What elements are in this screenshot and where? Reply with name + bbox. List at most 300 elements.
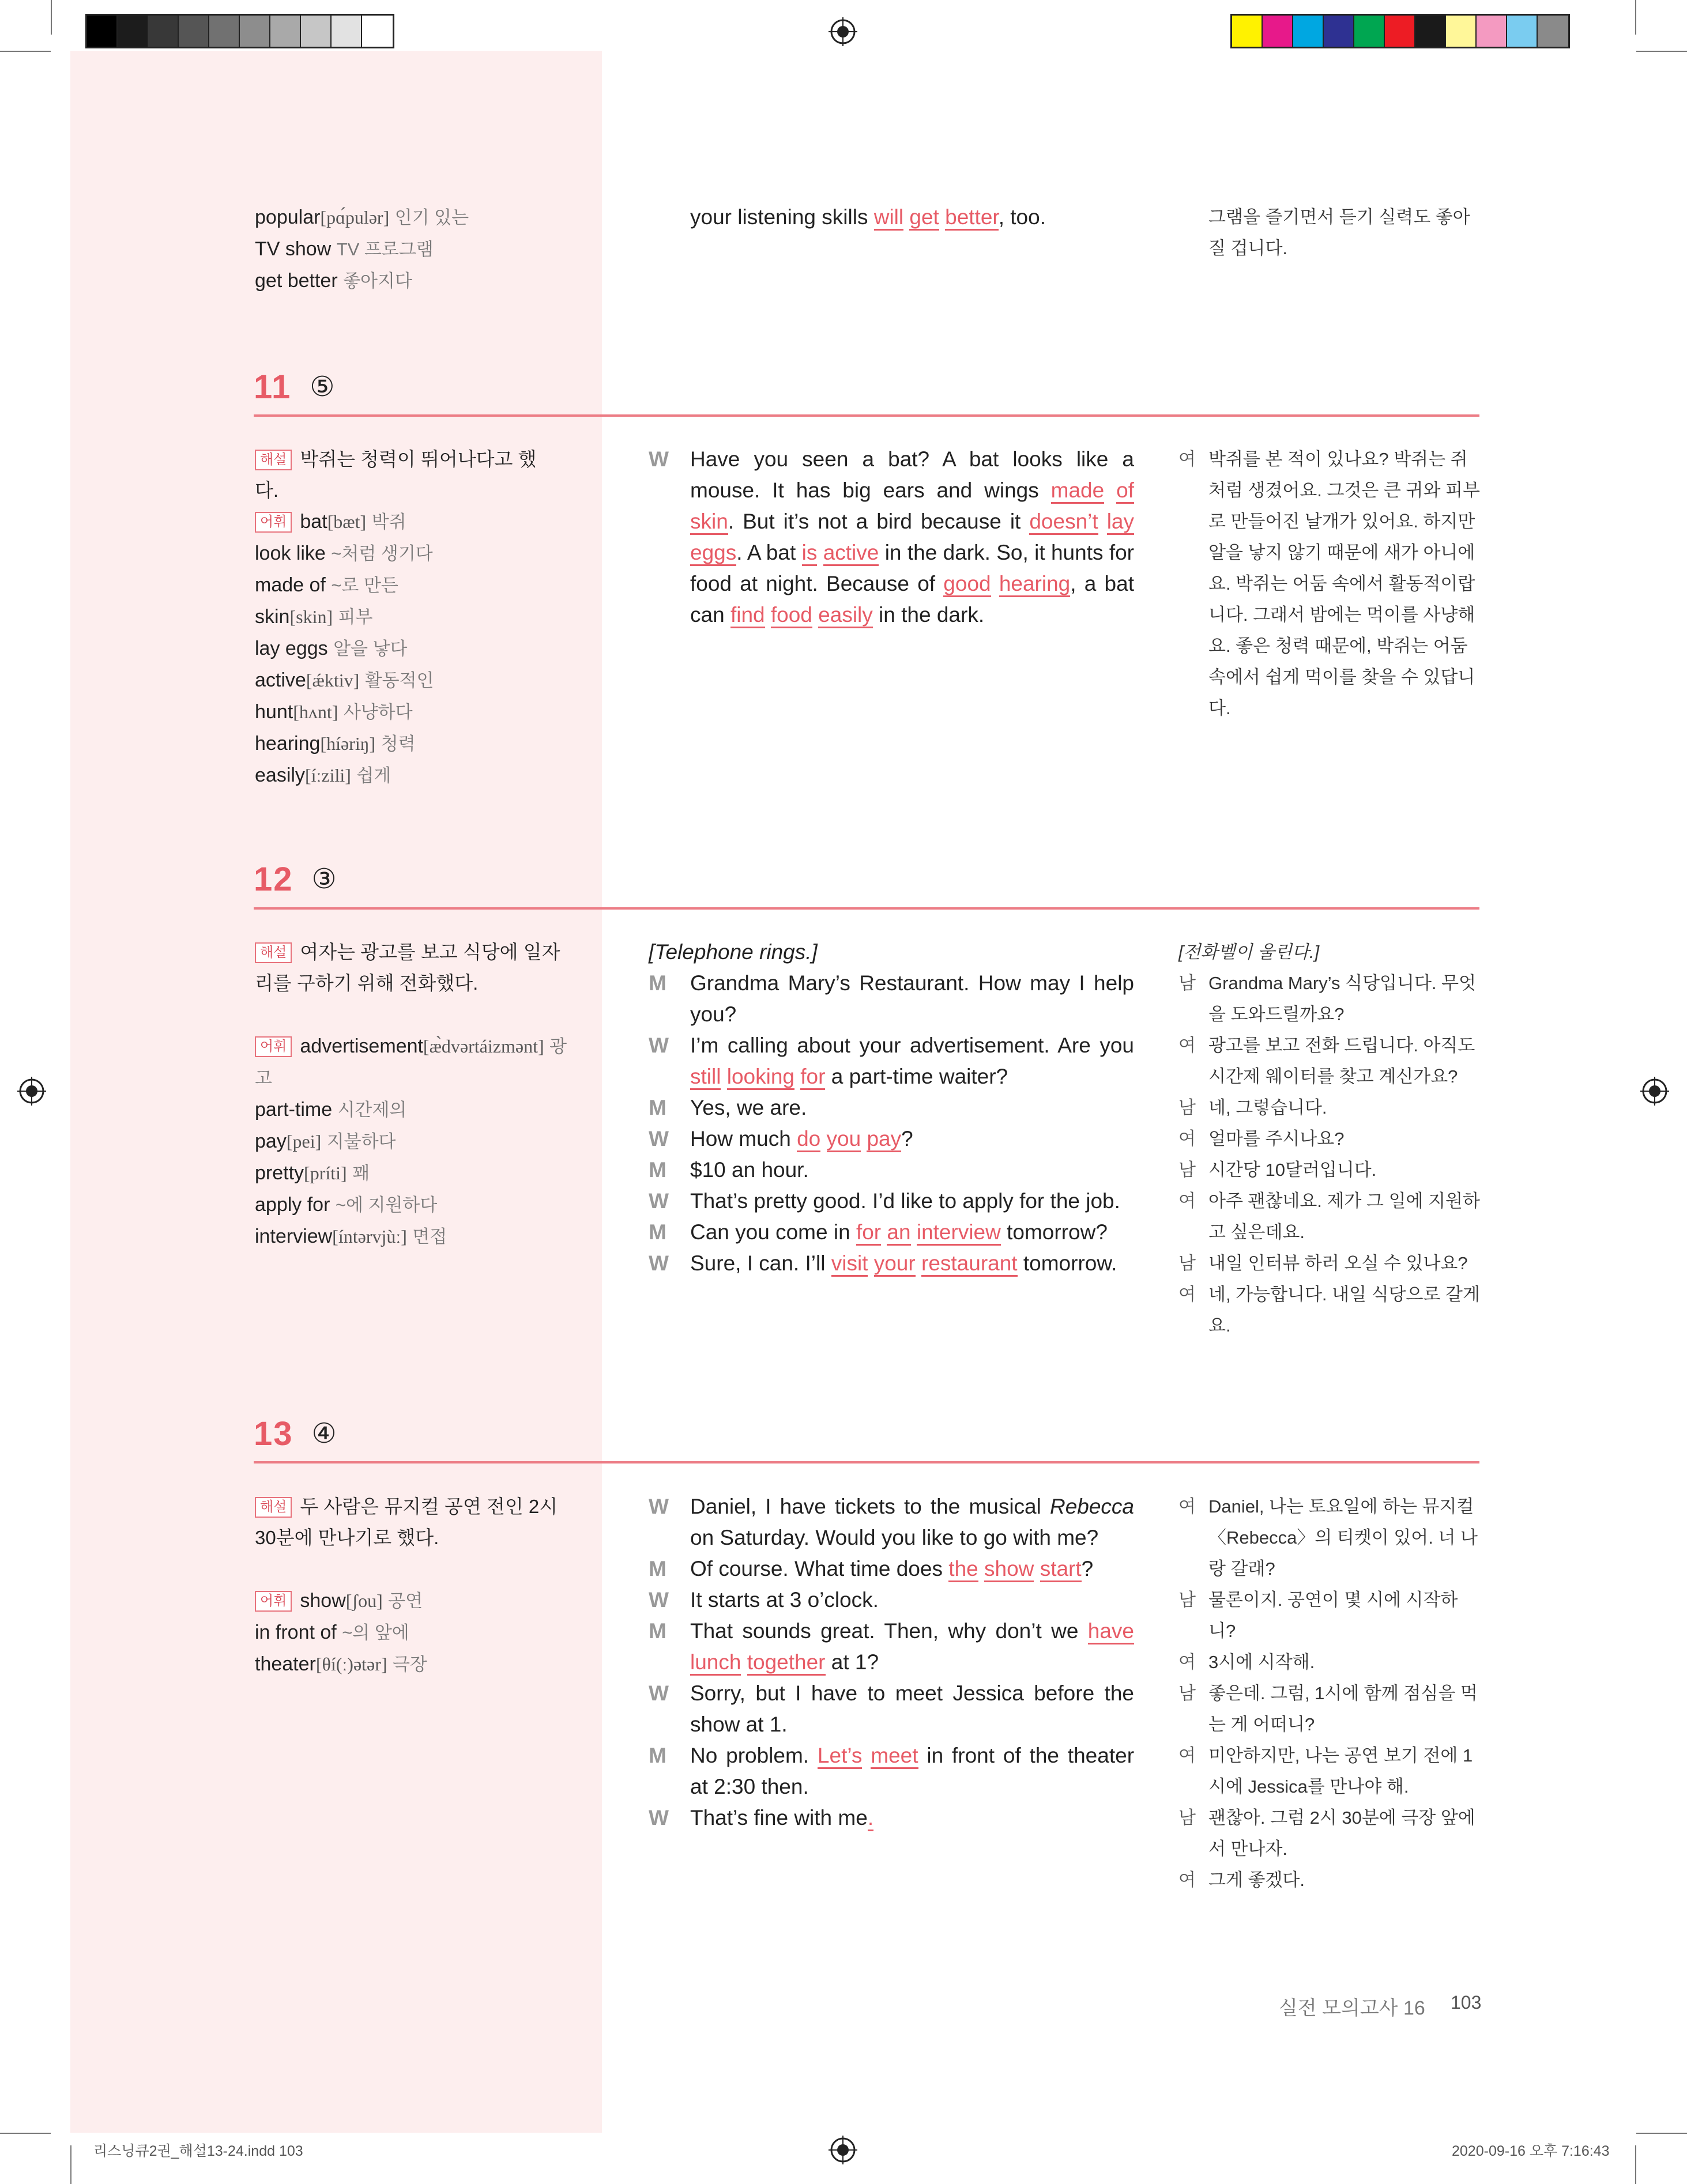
crop-mark bbox=[0, 2133, 51, 2134]
blank-answer: restaurant bbox=[921, 1251, 1018, 1277]
script-line bbox=[649, 968, 1134, 1030]
vocab-item bbox=[300, 1590, 423, 1612]
speaker-label: 여 bbox=[1178, 1129, 1196, 1149]
q13-english-script bbox=[649, 1491, 1134, 1834]
vocab-word: show bbox=[300, 1590, 346, 1612]
color-swatch bbox=[209, 16, 240, 47]
text-segment: on Saturday. Would you like to go with me? bbox=[690, 1526, 1099, 1549]
blank-answer: start bbox=[1040, 1557, 1082, 1582]
text-segment: It starts at 3 o’clock. bbox=[690, 1588, 879, 1612]
text-segment bbox=[939, 205, 945, 229]
text-segment bbox=[1104, 478, 1116, 502]
q11-korean-script bbox=[1178, 444, 1481, 724]
speaker-label: 남 bbox=[1178, 973, 1196, 993]
vocab-word: get better bbox=[255, 270, 338, 292]
text-segment: in front of the theater at 2:30 then. bbox=[690, 1744, 1135, 1798]
vocab-phonetic: [bæt] bbox=[327, 511, 367, 532]
question-number: 13 bbox=[254, 1414, 293, 1453]
vocab-meaning: ~처럼 생기다 bbox=[331, 544, 433, 564]
korean-line bbox=[1178, 444, 1481, 724]
vocab-meaning: 알을 낳다 bbox=[333, 639, 408, 659]
explanation-text: 여자는 광고를 보고 식당에 일자리를 구하기 위해 전화했다. bbox=[255, 941, 560, 994]
text-segment: Of course. What time does bbox=[690, 1557, 949, 1581]
vocab-word: TV show bbox=[255, 238, 332, 260]
color-swatch bbox=[1507, 16, 1538, 47]
top-korean-text bbox=[1178, 202, 1481, 264]
speaker-label: 남 bbox=[1178, 1160, 1196, 1180]
text-segment: your listening skills bbox=[690, 205, 874, 229]
korean-text: 물론이지. 공연이 몇 시에 시작하니? bbox=[1208, 1590, 1458, 1641]
text-segment bbox=[788, 1806, 794, 1830]
text-segment bbox=[868, 1251, 873, 1275]
text-segment bbox=[812, 603, 818, 627]
korean-text: 그램을 즐기면서 듣기 실력도 좋아질 겁니다. bbox=[1208, 207, 1470, 258]
page-number: 103 bbox=[1451, 1992, 1482, 2013]
question-12-header bbox=[254, 859, 337, 899]
vocab-meaning: TV 프로그램 bbox=[336, 239, 434, 259]
color-swatch bbox=[1293, 16, 1324, 47]
vocab-rest bbox=[255, 1617, 427, 1680]
vocab-meaning: 공연 bbox=[388, 1591, 423, 1611]
script-line bbox=[649, 1740, 1134, 1802]
vocab-phonetic: [ǽktiv] bbox=[306, 670, 360, 691]
text-segment: No problem. bbox=[690, 1744, 818, 1767]
text-segment: fine bbox=[754, 1806, 789, 1830]
text-segment: ? bbox=[1081, 1557, 1094, 1581]
vocab-meaning: 사냥하다 bbox=[343, 702, 413, 722]
vocab-phonetic: [príti] bbox=[304, 1163, 347, 1183]
vocab-word: hearing bbox=[255, 733, 321, 755]
vocab-item bbox=[255, 633, 434, 665]
dialog bbox=[1178, 1491, 1481, 1896]
korean-text: 박쥐를 본 적이 있나요? 박쥐는 쥐처럼 생겼어요. 그것은 큰 귀와 피부로 만들어진 날개가 있어요. 하지만 알을 낳지 않기 때문에 새가 아니에요. 박쥐는 어둠 속에서 활동적이랍니다. 그래서 밤에는 먹이를 사냥해요. 좋은 청력 때문에, 박쥐는 어둠 속에서 쉽게 먹이를 찾을 수 있답니다. bbox=[1208, 449, 1480, 718]
korean-text: 3시에 시작해. bbox=[1208, 1652, 1315, 1672]
text-segment bbox=[748, 1806, 754, 1830]
speaker-label: 남 bbox=[1178, 1253, 1196, 1273]
vocab-meaning: ~의 앞에 bbox=[342, 1623, 409, 1643]
text-segment: , too. bbox=[998, 205, 1046, 229]
blank-answer: food bbox=[771, 603, 812, 628]
text-segment bbox=[911, 1220, 917, 1244]
vocab-word: in front of bbox=[255, 1621, 337, 1643]
speaker-label: 여 bbox=[1178, 1284, 1196, 1304]
top-vocab-list bbox=[255, 202, 469, 297]
text-segment bbox=[916, 1251, 921, 1275]
text-segment bbox=[794, 1065, 800, 1088]
speaker-label: M bbox=[649, 971, 666, 995]
script-line bbox=[649, 1553, 1134, 1585]
blank-answer: show bbox=[984, 1557, 1034, 1582]
vocab-word: popular bbox=[255, 206, 321, 228]
vocab-word: part-time bbox=[255, 1099, 333, 1121]
speaker-label: W bbox=[649, 447, 669, 471]
korean-line bbox=[1178, 968, 1481, 1030]
crop-mark bbox=[70, 2145, 71, 2184]
text-segment: That sounds great. Then, why don’t we bbox=[690, 1619, 1088, 1643]
q11-vocab-list bbox=[255, 506, 434, 791]
vocab-item bbox=[255, 760, 434, 791]
answer-mark: ④ bbox=[311, 1419, 337, 1449]
speaker-label: 여 bbox=[1178, 1652, 1196, 1672]
vocab-meaning: 면접 bbox=[412, 1227, 447, 1247]
korean-text: 미안하지만, 나는 공연 보기 전에 1시에 Jessica를 만나야 해. bbox=[1208, 1745, 1473, 1797]
blank-answer: you bbox=[827, 1127, 861, 1152]
text-segment bbox=[820, 1127, 826, 1151]
color-swatch bbox=[1324, 16, 1354, 47]
vocab-meaning: 박쥐 bbox=[371, 512, 406, 532]
korean-text: 네, 그렇습니다. bbox=[1208, 1097, 1327, 1118]
text-segment bbox=[861, 1127, 867, 1151]
text-segment: Grandma Mary’s Restaurant. How may I help you? bbox=[690, 971, 1134, 1026]
color-swatch bbox=[1446, 16, 1477, 47]
text-segment: me bbox=[838, 1806, 868, 1830]
blank-answer: Let’s bbox=[818, 1744, 863, 1769]
vocab-meaning: 쉽게 bbox=[356, 765, 391, 786]
korean-line bbox=[1178, 202, 1481, 264]
vocab-item bbox=[255, 1189, 578, 1221]
speaker-label: M bbox=[649, 1619, 666, 1643]
blank-answer: good bbox=[943, 572, 991, 597]
question-number: 12 bbox=[254, 860, 293, 898]
blank-answer: find bbox=[730, 603, 765, 628]
speaker-label: 남 bbox=[1178, 1808, 1196, 1828]
script-line bbox=[649, 1123, 1134, 1155]
explanation-badge: 해설 bbox=[255, 450, 292, 470]
text-segment: . But it’s not a bird because it bbox=[728, 510, 1030, 533]
blank-answer: lunch bbox=[690, 1650, 741, 1676]
script-line bbox=[649, 1186, 1134, 1217]
script-line bbox=[649, 202, 1134, 233]
text-segment: I’m calling about your advertisement. Are you bbox=[690, 1033, 1134, 1057]
korean-line bbox=[1178, 1248, 1481, 1279]
color-swatch bbox=[1477, 16, 1507, 47]
dialog bbox=[1178, 968, 1481, 1341]
speaker-label: W bbox=[649, 1806, 669, 1830]
question-11-header bbox=[254, 367, 334, 407]
vocab-phonetic: [ʃou] bbox=[345, 1590, 383, 1611]
text-segment bbox=[862, 1744, 871, 1767]
vocab-meaning: 청력 bbox=[381, 734, 416, 754]
vocab-item bbox=[255, 265, 469, 297]
text-segment: That’s bbox=[690, 1806, 748, 1830]
korean-line bbox=[1178, 1123, 1481, 1155]
text-segment bbox=[978, 1557, 984, 1581]
dialog bbox=[649, 968, 1134, 1279]
text-segment: in the dark. So, it hunts for food at night. Because of bbox=[690, 541, 1134, 595]
korean-line bbox=[1178, 1092, 1481, 1123]
section-divider bbox=[254, 414, 1479, 417]
text-segment: tomorrow? bbox=[1000, 1220, 1108, 1244]
blank-answer: for bbox=[800, 1065, 825, 1090]
vocab-meaning: 꽤 bbox=[352, 1163, 370, 1183]
speaker-label: M bbox=[649, 1557, 666, 1581]
explanation-badge: 해설 bbox=[255, 1497, 292, 1518]
blank-answer: the bbox=[948, 1557, 978, 1582]
vocab-word: skin bbox=[255, 606, 290, 628]
vocab-meaning: ~로 만든 bbox=[331, 575, 398, 595]
vocab-item bbox=[255, 538, 434, 569]
line-text bbox=[690, 447, 1134, 628]
registration-mark-icon bbox=[829, 2136, 857, 2164]
text-segment: Daniel, I have tickets to the musical bbox=[690, 1495, 1050, 1518]
speaker-label: W bbox=[649, 1033, 669, 1057]
script-line bbox=[649, 444, 1134, 631]
vocab-word: hunt bbox=[255, 701, 293, 723]
vocab-badge: 어휘 bbox=[255, 512, 292, 533]
blank-answer: . bbox=[868, 1806, 873, 1831]
speaker-label: 남 bbox=[1178, 1097, 1196, 1118]
vocab-badge: 어휘 bbox=[255, 1591, 292, 1612]
speaker-label: W bbox=[649, 1251, 669, 1275]
text-segment bbox=[903, 205, 909, 229]
text-segment: in the dark. bbox=[872, 603, 985, 627]
title-text: Rebecca bbox=[1049, 1495, 1134, 1518]
blank-answer: looking bbox=[727, 1065, 794, 1090]
crop-mark bbox=[1635, 2145, 1636, 2184]
text-segment: tomorrow. bbox=[1017, 1251, 1117, 1275]
vocab-meaning: 인기 있는 bbox=[394, 208, 469, 228]
section-divider bbox=[254, 907, 1479, 910]
blank-answer: will bbox=[874, 205, 903, 231]
korean-text: 내일 인터뷰 하러 오실 수 있나요? bbox=[1208, 1253, 1468, 1273]
korean-line bbox=[1178, 1186, 1481, 1248]
text-segment bbox=[817, 541, 823, 564]
vocab-item bbox=[255, 1126, 578, 1157]
korean-line bbox=[1178, 1802, 1481, 1865]
korean-text: 네, 가능합니다. 내일 식당으로 갈게요. bbox=[1208, 1284, 1480, 1336]
korean-text: Daniel, 나는 토요일에 하는 뮤지컬 〈Rebecca〉의 티켓이 있어. 너 나랑 갈래? bbox=[1208, 1496, 1478, 1579]
top-english-text bbox=[649, 202, 1134, 233]
text-segment bbox=[1098, 510, 1107, 533]
speaker-label: 남 bbox=[1178, 1683, 1196, 1703]
blank-answer: easily bbox=[818, 603, 873, 628]
color-swatch bbox=[118, 16, 148, 47]
vocab-meaning: 좋아지다 bbox=[343, 271, 412, 291]
vocab-item bbox=[255, 569, 434, 601]
text-segment: How much bbox=[690, 1127, 797, 1151]
speaker-label: 여 bbox=[1178, 1035, 1196, 1055]
blank-answer: your bbox=[874, 1251, 916, 1277]
script-line bbox=[649, 1217, 1134, 1248]
vocab-word: easily bbox=[255, 764, 305, 786]
script-line bbox=[649, 1616, 1134, 1678]
speaker-label: 여 bbox=[1178, 1496, 1196, 1517]
korean-text: 괜찮아. 그럼 2시 30분에 극장 앞에서 만나자. bbox=[1208, 1808, 1475, 1859]
question-13-header bbox=[254, 1413, 337, 1454]
speaker-label: W bbox=[649, 1495, 669, 1518]
blank-answer: made bbox=[1051, 478, 1105, 504]
color-swatch bbox=[270, 16, 301, 47]
speaker-label: W bbox=[649, 1189, 669, 1213]
blank-answer: doesn’t bbox=[1029, 510, 1098, 535]
vocab-item bbox=[255, 1221, 578, 1253]
text-segment: Can you come in bbox=[690, 1220, 856, 1244]
vocab-item bbox=[255, 696, 434, 728]
vocab-phonetic: [íntərvjùː] bbox=[332, 1226, 407, 1247]
korean-text: 그게 좋겠다. bbox=[1208, 1870, 1305, 1890]
text-segment bbox=[721, 1065, 726, 1088]
text-segment: a part-time waiter? bbox=[825, 1065, 1008, 1088]
speaker-label: 여 bbox=[1178, 1745, 1196, 1766]
explanation-text: 두 사람은 뮤지컬 공연 전인 2시 30분에 만나기로 했다. bbox=[255, 1496, 558, 1548]
text-segment: , a bat can bbox=[690, 572, 1134, 627]
crop-mark bbox=[1635, 0, 1636, 35]
speaker-label: M bbox=[649, 1744, 666, 1767]
korean-line bbox=[1178, 1678, 1481, 1740]
speaker-label: M bbox=[649, 1096, 666, 1119]
stage-direction: [Telephone rings.] bbox=[649, 940, 818, 964]
vocab-item bbox=[300, 511, 406, 533]
footer-test-title: 실전 모의고사 16 bbox=[1279, 1997, 1425, 2019]
speaker-label: W bbox=[649, 1681, 669, 1705]
text-segment: Yes, we are. bbox=[690, 1096, 807, 1119]
color-swatch bbox=[179, 16, 209, 47]
script-line bbox=[649, 1155, 1134, 1186]
blank-answer: skin bbox=[690, 510, 728, 535]
script-line bbox=[649, 1030, 1134, 1092]
color-swatch bbox=[1538, 16, 1568, 47]
korean-text: 광고를 보고 전화 드립니다. 아직도 시간제 웨이터를 찾고 계신가요? bbox=[1208, 1035, 1475, 1087]
vocab-word: pay bbox=[255, 1130, 287, 1152]
registration-mark-icon bbox=[829, 17, 857, 46]
korean-line bbox=[1178, 1030, 1481, 1092]
text-segment: That’s pretty good. I’d like to apply for the job. bbox=[690, 1189, 1120, 1213]
dialog bbox=[649, 1491, 1134, 1834]
vocab-meaning: 시간제의 bbox=[337, 1100, 407, 1120]
korean-text: 좋은데. 그럼, 1시에 함께 점심을 먹는 게 어떠니? bbox=[1208, 1683, 1478, 1734]
text-segment: Sorry, but I have to meet Jessica before the show at 1. bbox=[690, 1681, 1134, 1736]
vocab-word: pretty bbox=[255, 1162, 304, 1184]
korean-text: 아주 괜찮네요. 제가 그 일에 지원하고 싶은데요. bbox=[1208, 1191, 1480, 1242]
color-swatch bbox=[362, 16, 393, 47]
text-segment bbox=[741, 1650, 747, 1674]
script-line bbox=[649, 1678, 1134, 1740]
q12-vocab-list bbox=[255, 1031, 578, 1253]
registration-mark-icon bbox=[1640, 1077, 1669, 1106]
text-segment bbox=[765, 603, 771, 627]
korean-line bbox=[1178, 1740, 1481, 1802]
blank-answer: interview bbox=[917, 1220, 1001, 1246]
vocab-word: interview bbox=[255, 1225, 333, 1247]
vocab-rest bbox=[255, 538, 434, 791]
blank-answer: together bbox=[747, 1650, 826, 1676]
gray-color-bar bbox=[85, 14, 394, 48]
korean-line bbox=[1178, 1279, 1481, 1341]
text-segment bbox=[832, 1806, 838, 1830]
korean-text: Grandma Mary’s 식당입니다. 무엇을 도와드릴까요? bbox=[1208, 973, 1477, 1024]
vocab-word: theater bbox=[255, 1653, 316, 1675]
vocab-word: bat bbox=[300, 511, 327, 533]
vocab-word: made of bbox=[255, 574, 326, 596]
question-number: 11 bbox=[254, 368, 292, 406]
crop-mark bbox=[1636, 51, 1687, 52]
vocab-phonetic: [θí(ː)ətər] bbox=[315, 1654, 387, 1674]
korean-line bbox=[1178, 1647, 1481, 1678]
stage-direction: [전화벨이 울린다.] bbox=[1178, 942, 1320, 962]
crop-mark bbox=[1636, 2133, 1687, 2134]
vocab-item bbox=[255, 601, 434, 633]
text-segment: at 1? bbox=[825, 1650, 879, 1674]
crop-mark bbox=[51, 0, 52, 35]
q11-english-script bbox=[649, 444, 1134, 631]
color-swatch bbox=[148, 16, 179, 47]
vocab-word: advertisement bbox=[300, 1035, 423, 1057]
q12-explanation bbox=[255, 937, 566, 999]
vocab-meaning: 피부 bbox=[338, 607, 373, 627]
cmyk-color-bar bbox=[1230, 14, 1570, 48]
text-segment: with bbox=[794, 1806, 833, 1830]
crop-mark bbox=[0, 51, 51, 52]
speaker-label: 남 bbox=[1178, 1590, 1196, 1610]
text-segment: Sure, I can. I’ll bbox=[690, 1251, 831, 1275]
korean-line bbox=[1178, 1585, 1481, 1647]
speaker-label: 여 bbox=[1178, 449, 1196, 469]
blank-answer: still bbox=[690, 1065, 721, 1090]
text-segment: Have you seen a bat? A bat looks like a mouse. It has big ears and wings bbox=[690, 447, 1134, 502]
blank-answer: eggs bbox=[690, 541, 736, 566]
vocab-meaning: 활동적인 bbox=[364, 670, 434, 691]
text-segment: . A bat bbox=[736, 541, 802, 564]
q12-english-script bbox=[649, 937, 1134, 1279]
vocab-meaning: 지불하다 bbox=[326, 1131, 396, 1152]
korean-line bbox=[1178, 1865, 1481, 1896]
vocab-item bbox=[255, 1649, 427, 1680]
script-line bbox=[649, 1092, 1134, 1123]
vocab-item bbox=[255, 665, 434, 696]
text-segment: ? bbox=[901, 1127, 913, 1151]
color-swatch bbox=[332, 16, 362, 47]
answer-mark: ⑤ bbox=[310, 372, 335, 402]
text-segment bbox=[991, 572, 999, 595]
korean-text: 시간당 10달러입니다. bbox=[1208, 1160, 1377, 1180]
vocab-item bbox=[255, 728, 434, 760]
text-segment bbox=[1034, 1557, 1040, 1581]
q11-explanation bbox=[255, 444, 543, 506]
blank-answer: for bbox=[856, 1220, 881, 1246]
blank-answer: better bbox=[945, 205, 999, 231]
vocab-phonetic: [skin] bbox=[289, 606, 333, 627]
q13-korean-script bbox=[1178, 1491, 1481, 1896]
color-swatch bbox=[1263, 16, 1293, 47]
blank-answer: pay bbox=[867, 1127, 901, 1152]
color-swatch bbox=[1385, 16, 1415, 47]
section-divider bbox=[254, 1461, 1479, 1463]
blank-answer: active bbox=[823, 541, 879, 566]
script-line bbox=[649, 1585, 1134, 1616]
q13-explanation bbox=[255, 1491, 566, 1553]
vocab-word: apply for bbox=[255, 1194, 330, 1216]
slug-timestamp: 2020-09-16 오후 7:16:43 bbox=[1452, 2143, 1610, 2159]
blank-answer: get bbox=[909, 205, 939, 231]
vocab-item bbox=[255, 233, 469, 265]
vocab-meaning: 광고 bbox=[255, 1036, 567, 1088]
vocab-badge: 어휘 bbox=[255, 1036, 292, 1057]
vocab-word: look like bbox=[255, 542, 326, 564]
vocab-phonetic: [íːzili] bbox=[304, 765, 351, 786]
q13-vocab-list bbox=[255, 1585, 427, 1680]
script-line bbox=[649, 1248, 1134, 1279]
blank-answer: an bbox=[887, 1220, 910, 1246]
blank-answer: meet bbox=[871, 1744, 918, 1769]
script-line bbox=[649, 1491, 1134, 1553]
registration-mark-icon bbox=[17, 1077, 46, 1106]
slug-filename: 리스닝큐2권_해설13-24.indd 103 bbox=[93, 2143, 303, 2159]
vocab-item bbox=[255, 1617, 427, 1649]
korean-line bbox=[1178, 1155, 1481, 1186]
speaker-label: 여 bbox=[1178, 1191, 1196, 1211]
blank-answer: visit bbox=[831, 1251, 868, 1277]
text-segment: $10 an hour. bbox=[690, 1158, 809, 1182]
